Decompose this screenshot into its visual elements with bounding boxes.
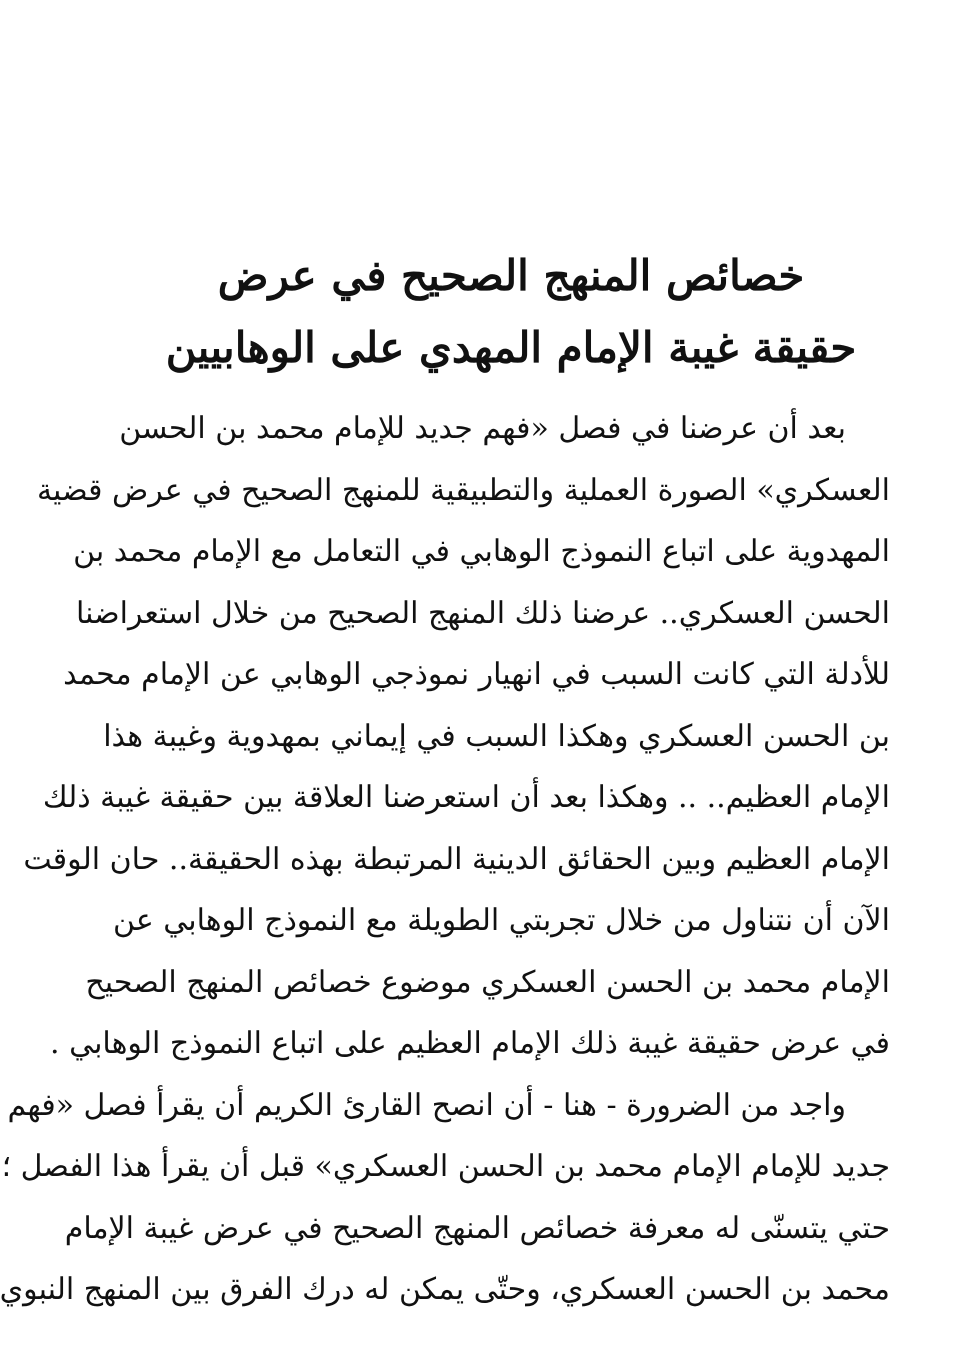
text-line: المهدوية على اتباع النموذج الوهابي في التعامل مع الإمام محمد بن xyxy=(73,534,890,569)
text-line: في عرض حقيقة غيبة ذلك الإمام العظيم على اتباع النموذج الوهابي . xyxy=(50,1026,890,1061)
chapter-title xyxy=(136,240,886,384)
text-line: العسكري» الصورة العملية والتطبيقية للمنهج الصحيح في عرض قضية xyxy=(36,472,890,508)
text-line: حتي يتسنّى له معرفة خصائص المنهج الصحيح في عرض غيبة الإمام xyxy=(64,1210,890,1246)
text-line: جديد للإمام الإمام محمد بن الحسن العسكري» قبل أن يقرأ هذا الفصل ؛ xyxy=(1,1149,890,1184)
chapter-title-line-2: حقيقة غيبة الإمام المهدي على الوهابيين xyxy=(165,323,857,372)
text-line: الإمام العظيم وبين الحقائق الدينية المرتبطة بهذه الحقيقة.. حان الوقت xyxy=(23,841,890,877)
body-text xyxy=(0,398,890,1321)
text-line: بن الحسن العسكري وهكذا السبب في إيماني بمهدوية وغيبة هذا xyxy=(103,718,890,754)
paragraph-2 xyxy=(0,1075,890,1321)
text-line: الإمام العظيم.. .. وهكذا بعد أن استعرضنا العلاقة بين حقيقة غيبة ذلك xyxy=(42,780,890,815)
text-line: الآن أن نتناول من خلال تجربتي الطويلة مع النموذج الوهابي عن xyxy=(112,903,890,938)
paragraph-1 xyxy=(23,398,890,1075)
text-line: الحسن العسكري.. عرضنا ذلك المنهج الصحيح من خلال استعراضنا xyxy=(75,595,890,631)
text-line: واجد من الضرورة - هنا - أن انصح القارئ الكريم أن يقرأ فصل «فهم xyxy=(7,1087,846,1123)
text-line: للأدلة التي كانت السبب في انهيار نموذجي الوهابي عن الإمام محمد xyxy=(63,657,890,692)
text-line: بعد أن عرضنا في فصل «فهم جديد للإمام محمد بن الحسن xyxy=(119,411,846,446)
chapter-title-line-1: خصائص المنهج الصحيح في عرض xyxy=(217,251,805,300)
text-line: محمد بن الحسن العسكري، وحتّى يمكن له درك الفرق بين المنهج النبوي xyxy=(0,1272,890,1307)
text-line: الإمام محمد بن الحسن العسكري موضوع خصائص المنهج الصحيح xyxy=(85,964,890,1000)
